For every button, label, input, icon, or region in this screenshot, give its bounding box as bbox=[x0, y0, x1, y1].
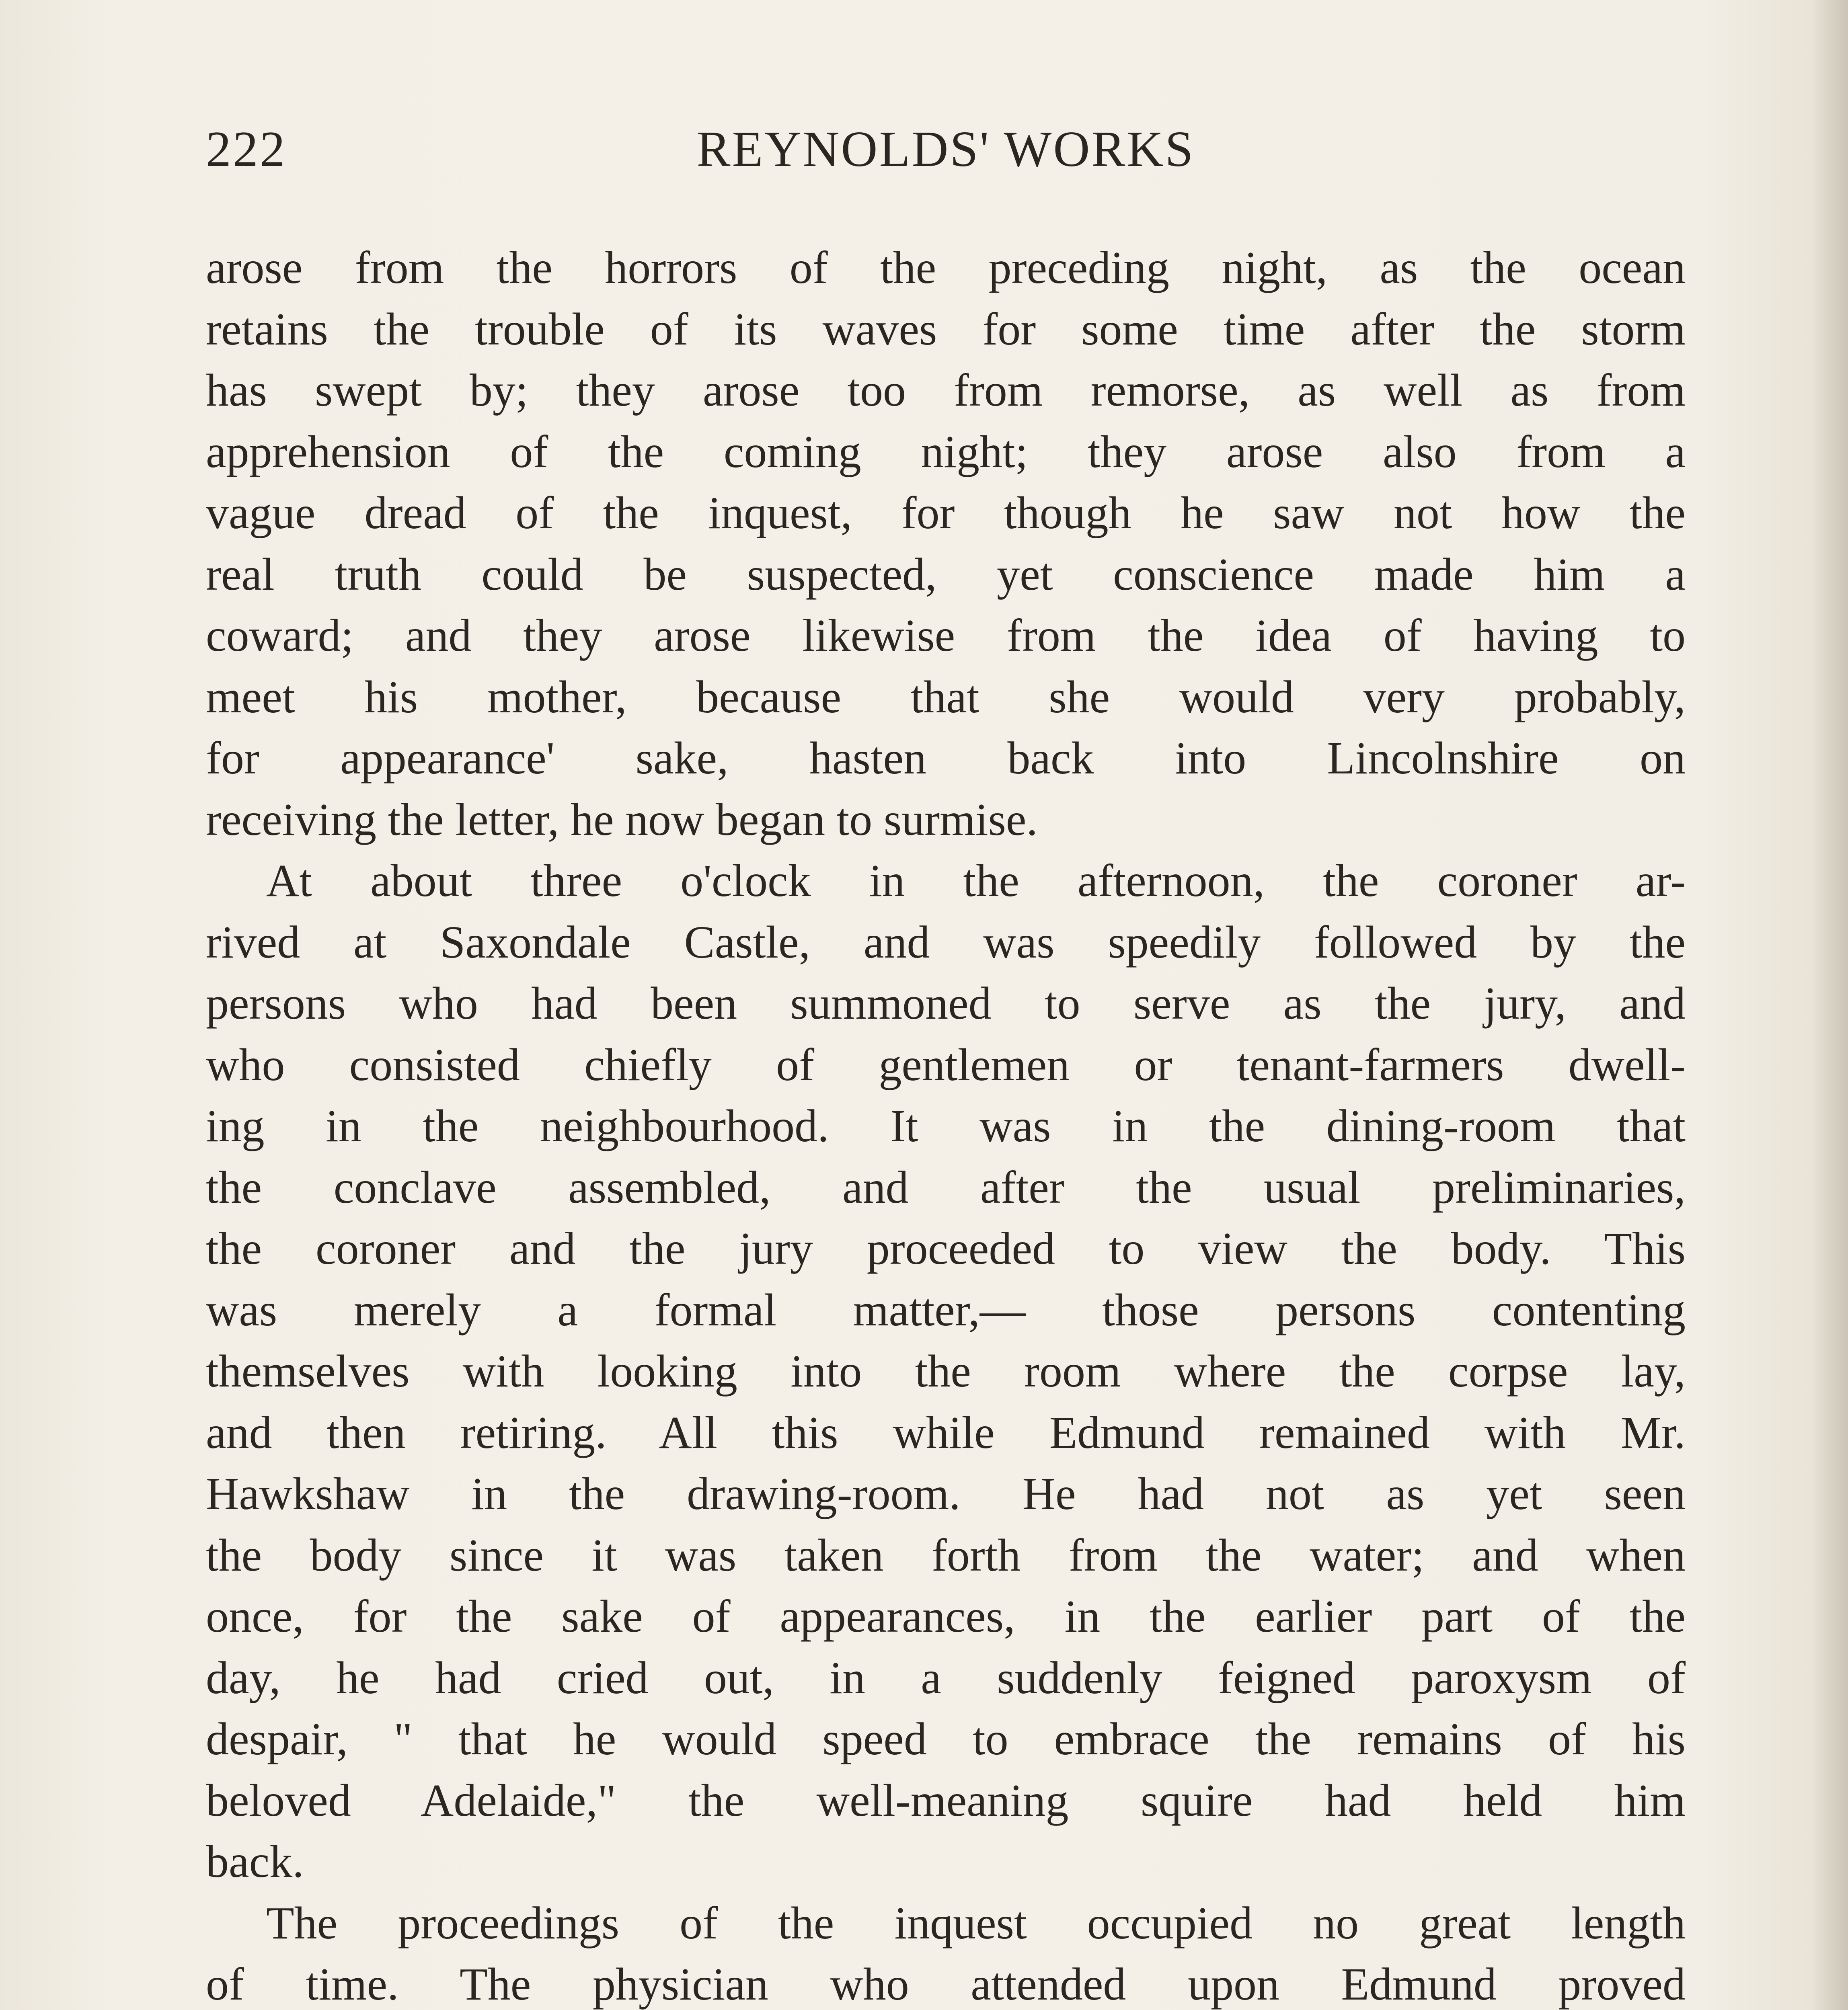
text-line: rived at Saxondale Castle, and was speedily followed by the bbox=[206, 916, 1686, 968]
text-line: who consisted chiefly of gentlemen or tenant-farmers dwell- bbox=[206, 1039, 1686, 1090]
text-line: despair, " that he would speed to embrace the remains of his bbox=[206, 1713, 1686, 1764]
text-line: vague dread of the inquest, for though he saw not how the bbox=[206, 487, 1686, 538]
text-line: meet his mother, because that she would very probably, bbox=[206, 671, 1686, 722]
text-line: the coroner and the jury proceeded to view the body. This bbox=[206, 1223, 1686, 1274]
text-line: apprehension of the coming night; they arose also from a bbox=[206, 426, 1686, 477]
text-line: persons who had been summoned to serve as the jury, and bbox=[206, 978, 1686, 1029]
text-line: of time. The physician who attended upon Edmund proved bbox=[206, 1959, 1686, 2010]
text-line: receiving the letter, he now began to surmise. bbox=[206, 794, 1038, 845]
text-line: coward; and they arose likewise from the idea of having to bbox=[206, 610, 1686, 661]
text-line: ing in the neighbourhood. It was in the dining-room that bbox=[206, 1100, 1686, 1151]
text-line: once, for the sake of appearances, in the earlier part of the bbox=[206, 1591, 1686, 1642]
text-line: was merely a formal matter,— those persons contenting bbox=[206, 1284, 1686, 1335]
text-line: the body since it was taken forth from the water; and when bbox=[206, 1529, 1686, 1581]
text-line: At about three o'clock in the afternoon, the coroner ar- bbox=[266, 855, 1686, 906]
text-line: for appearance' sake, hasten back into Lincolnshire on bbox=[206, 732, 1686, 783]
text-line: and then retiring. All this while Edmund remained with Mr. bbox=[206, 1407, 1686, 1458]
text-line: retains the trouble of its waves for some time after the storm bbox=[206, 303, 1686, 355]
text-line: The proceedings of the inquest occupied no great length bbox=[266, 1897, 1686, 1948]
text-line: back. bbox=[206, 1836, 304, 1887]
text-line: real truth could be suspected, yet conscience made him a bbox=[206, 548, 1686, 600]
text-line: the conclave assembled, and after the usual preliminaries, bbox=[206, 1161, 1686, 1213]
text-line: day, he had cried out, in a suddenly feigned paroxysm of bbox=[206, 1652, 1686, 1703]
page-header bbox=[206, 121, 1686, 193]
text-line: has swept by; they arose too from remorse, as well as from bbox=[206, 365, 1686, 416]
body-text bbox=[206, 237, 1686, 2010]
text-line: Hawkshaw in the drawing-room. He had not as yet seen bbox=[206, 1468, 1686, 1519]
page-edge-shadow bbox=[1812, 0, 1848, 2010]
page-number: 222 bbox=[206, 121, 287, 177]
text-line: themselves with looking into the room where the corpse lay, bbox=[206, 1345, 1686, 1397]
running-head: REYNOLDS' WORKS bbox=[696, 121, 1195, 177]
text-line: arose from the horrors of the preceding night, as the ocean bbox=[206, 242, 1686, 293]
text-line: beloved Adelaide," the well-meaning squire had held him bbox=[206, 1774, 1686, 1826]
